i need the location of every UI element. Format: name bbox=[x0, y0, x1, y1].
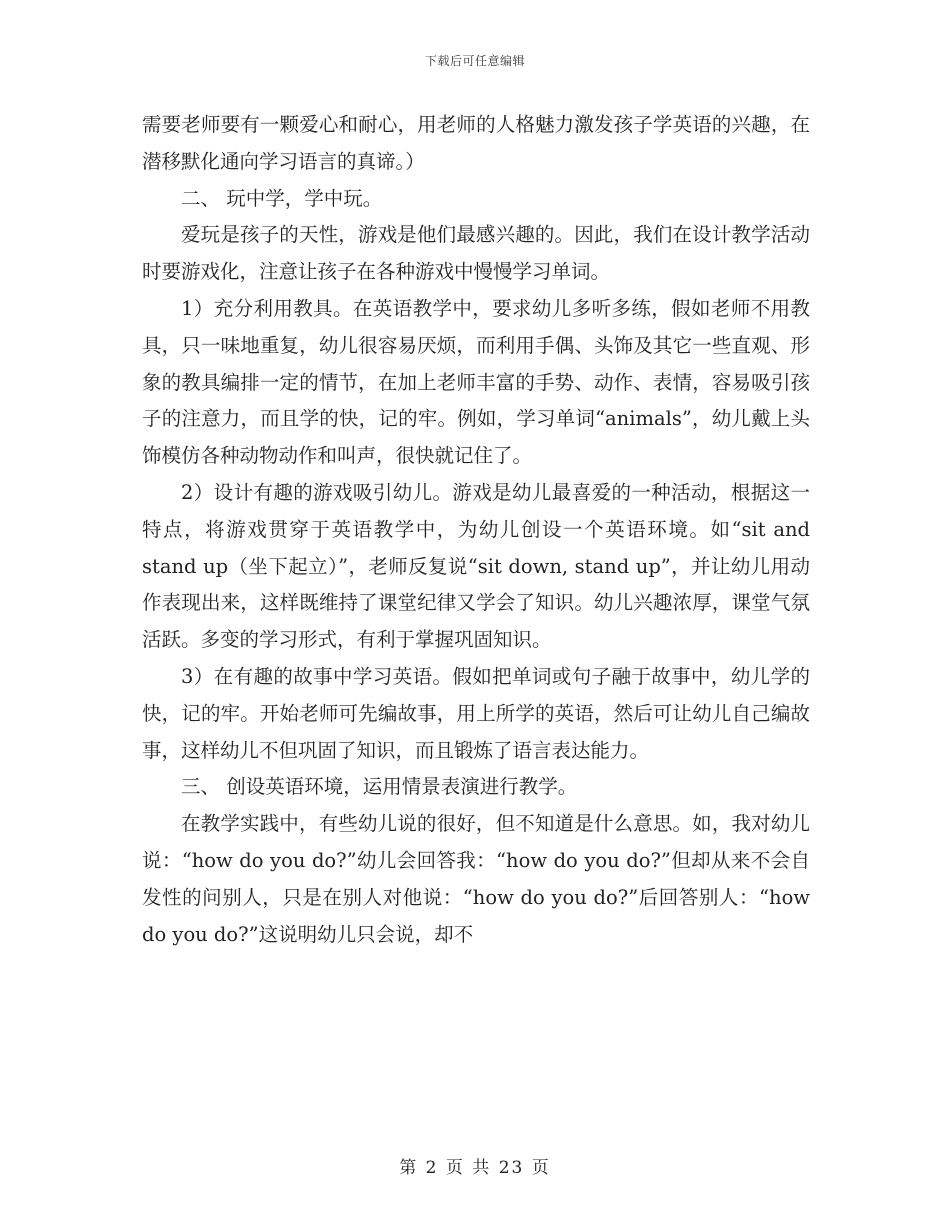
page-header: 下载后可任意编辑 bbox=[424, 54, 525, 68]
section-heading-3: 三、 创设英语环境，运用情景表演进行教学。 bbox=[181, 775, 578, 799]
paragraph-continuation: 需要老师要有一颗爱心和耐心，用老师的人格魅力激发孩子学英语的兴趣，在潜移默化通向学习语言的真谛。） bbox=[142, 113, 810, 173]
paragraph-stories: 3）在有趣的故事中学习英语。假如把单词或句子融于故事中，幼儿学的快，记的牢。开始老师可先编故事，用上所学的英语，然后可让幼儿自己编故事，这样幼儿不但巩固了知识，而且锻炼了语言表达能力。 bbox=[142, 664, 810, 762]
paragraph-teaching-practice: 在教学实践中，有些幼儿说的很好，但不知道是什么意思。如，我对幼儿说：“how do you do?”幼儿会回答我：“how do you do?”但却从来不会自发性的问别人，只是在别人对他说：“how do you do?”后回答别人：“how do you do?”这说明幼儿只会说，却不 bbox=[142, 812, 810, 946]
document-body bbox=[142, 107, 810, 953]
paragraph-games: 2）设计有趣的游戏吸引幼儿。游戏是幼儿最喜爱的一种活动，根据这一特点，将游戏贯穿于英语教学中，为幼儿创设一个英语环境。如“sit and stand up（坐下起立）”，老师反复说“sit down, stand up”，并让幼儿用动作表现出来，这样既维持了课堂纪律又学会了知识。幼儿兴趣浓厚，课堂气氛活跃。多变的学习形式，有利于掌握巩固知识。 bbox=[142, 480, 810, 652]
page-footer: 第 2 页 共 23 页 bbox=[399, 1158, 551, 1178]
section-heading-2: 二、 玩中学，学中玩。 bbox=[181, 186, 383, 210]
paragraph-play-nature: 爱玩是孩子的天性，游戏是他们最感兴趣的。因此，我们在设计教学活动时要游戏化，注意让孩子在各种游戏中慢慢学习单词。 bbox=[142, 223, 810, 284]
paragraph-teaching-aids: 1）充分利用教具。在英语教学中，要求幼儿多听多练，假如老师不用教具，只一味地重复，幼儿很容易厌烦，而利用手偶、头饰及其它一些直观、形象的教具编排一定的情节，在加上老师丰富的手势、动作、表情，容易吸引孩子的注意力，而且学的快，记的牢。例如，学习单词“animals”，幼儿戴上头饰模仿各种动物动作和叫声，很快就记住了。 bbox=[142, 296, 810, 468]
